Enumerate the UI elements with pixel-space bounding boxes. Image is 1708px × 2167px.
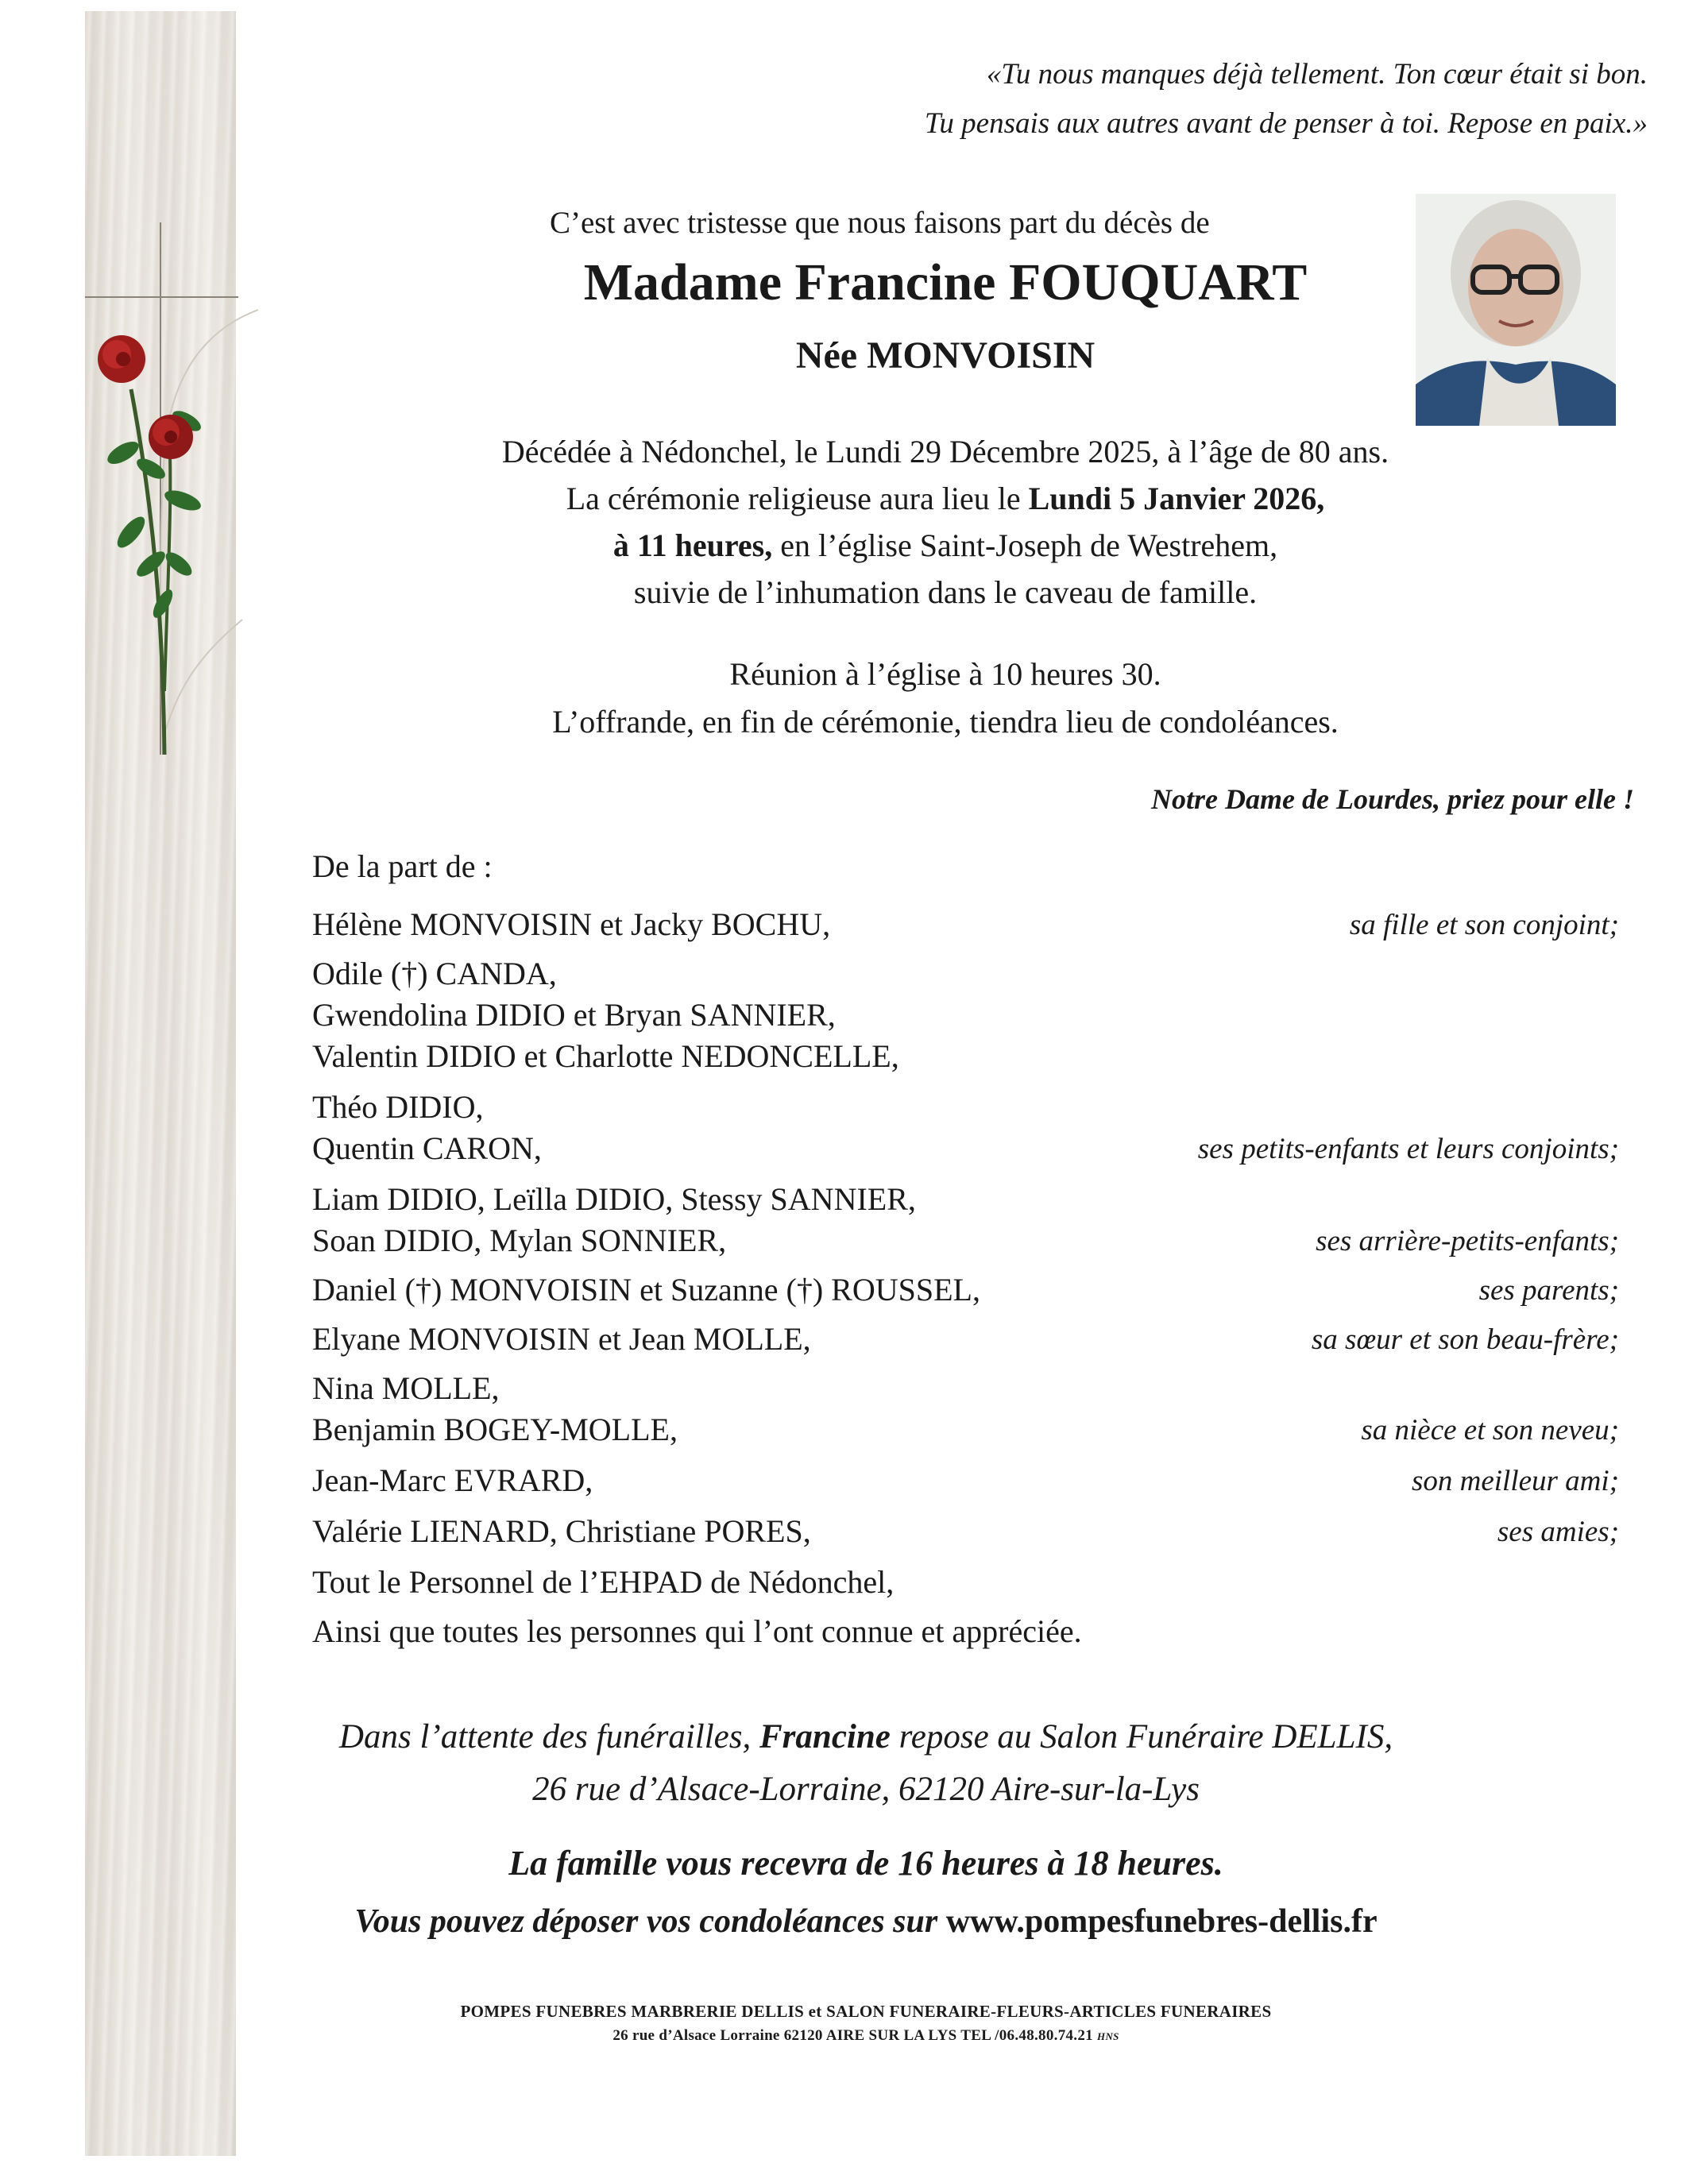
burial-text: suivie de l’inhumation dans le caveau de famille. (633, 574, 1258, 610)
relation-text: son meilleur ami; (1411, 1465, 1619, 1497)
ceremony-time: à 11 heures, (612, 527, 773, 563)
relation-text: sa sœur et son beau-frère; (1311, 1323, 1619, 1356)
relation-text: ses amies; (1497, 1516, 1619, 1548)
funeral-location: repose au Salon Funéraire DELLIS, (890, 1718, 1393, 1756)
ceremony-date: Lundi 5 Janvier 2026, (1028, 481, 1325, 516)
footer-address (270, 2027, 1462, 2045)
family-line: Liam DIDIO, Leïlla DIDIO, Stessy SANNIER, (312, 1181, 916, 1217)
family-line: Valentin DIDIO et Charlotte NEDONCELLE, (312, 1038, 899, 1074)
family-line: Daniel (†) MONVOISIN et Suzanne (†) ROUSSEL, (312, 1272, 980, 1308)
ceremony-intro: La cérémonie religieuse aura lieu le (566, 481, 1029, 516)
offering-text: L’offrande, en fin de cérémonie, tiendra lieu de condoléances. (552, 704, 1339, 740)
rose-cross-illustration (75, 214, 282, 771)
funeral-intro: Dans l’attente des funérailles, (338, 1718, 759, 1756)
condolences-intro: Vous pouvez déposer vos condoléances sur (354, 1903, 946, 1940)
reception-hours: La famille vous recevra de 16 heures à 18 heures. (508, 1844, 1223, 1883)
website-link[interactable]: www.pompesfunebres-dellis.fr (945, 1903, 1378, 1940)
relation-text: ses petits-enfants et leurs conjoints; (1197, 1133, 1619, 1165)
maiden-name: Née MONVOISIN (795, 334, 1096, 377)
footer-company: POMPES FUNEBRES MARBRERIE DELLIS et SALON FUNERAIRE-FLEURS-ARTICLES FUNERAIRES (460, 2002, 1272, 2021)
intro-text: C’est avec tristesse que nous faisons part du décès de (550, 206, 1210, 240)
family-line: Elyane MONVOISIN et Jean MOLLE, (312, 1321, 811, 1357)
rose-icon (149, 415, 193, 459)
footer-mark: HNS (1097, 2030, 1119, 2042)
family-line: Odile (†) CANDA, (312, 956, 557, 991)
funeral-first-name: Francine (759, 1718, 891, 1756)
rose-icon (98, 335, 145, 383)
prayer-text: Notre Dame de Lourdes, priez pour elle ! (1151, 783, 1634, 815)
funeral-address: 26 rue d’Alsace-Lorraine, 62120 Aire-sur-la-Lys (532, 1771, 1200, 1808)
relation-text: ses arrière-petits-enfants; (1316, 1225, 1619, 1257)
deceased-name: Madame Francine FOUQUART (583, 253, 1308, 311)
family-line: Jean-Marc EVRARD, (312, 1462, 593, 1498)
family-line: Théo DIDIO, (312, 1089, 484, 1125)
family-line: Gwendolina DIDIO et Bryan SANNIER, (312, 997, 836, 1033)
relation-text: ses parents; (1478, 1274, 1619, 1307)
ceremony-line (350, 480, 1541, 517)
relation-text: sa fille et son conjoint; (1349, 909, 1619, 941)
footer-address-text: 26 rue d’Alsace Lorraine 62120 AIRE SUR LA LYS TEL /06.48.80.74.21 (612, 2027, 1093, 2044)
ceremony-place: en l’église Saint-Joseph de Westrehem, (772, 527, 1278, 563)
family-line: Nina MOLLE, (312, 1370, 500, 1406)
family-line: Tout le Personnel de l’EHPAD de Nédonchel, (312, 1564, 895, 1600)
death-details: Décédée à Nédonchel, le Lundi 29 Décembre 2025, à l’âge de 80 ans. (501, 434, 1389, 469)
relation-text: sa nièce et son neveu; (1361, 1414, 1619, 1447)
family-line: Hélène MONVOISIN et Jacky BOCHU, (312, 906, 831, 942)
family-line: Quentin CARON, (312, 1130, 542, 1166)
condolences-line (270, 1902, 1462, 1941)
funeral-line-1 (270, 1717, 1462, 1756)
quote-line-1: «Tu nous manques déjà tellement. Ton cœur était si bon. (986, 58, 1648, 91)
family-line: Valérie LIENARD, Christiane PORES, (312, 1513, 811, 1549)
meeting-text: Réunion à l’église à 10 heures 30. (729, 656, 1161, 692)
ceremony-place-line (350, 527, 1541, 564)
quote-line-2: Tu pensais aux autres avant de penser à toi. Repose en paix.» (924, 107, 1648, 140)
family-line: Ainsi que toutes les personnes qui l’ont connue et appréciée. (312, 1613, 1082, 1649)
family-line: Benjamin BOGEY-MOLLE, (312, 1412, 678, 1447)
family-line: Soan DIDIO, Mylan SONNIER, (312, 1223, 727, 1258)
family-heading: De la part de : (312, 848, 493, 884)
